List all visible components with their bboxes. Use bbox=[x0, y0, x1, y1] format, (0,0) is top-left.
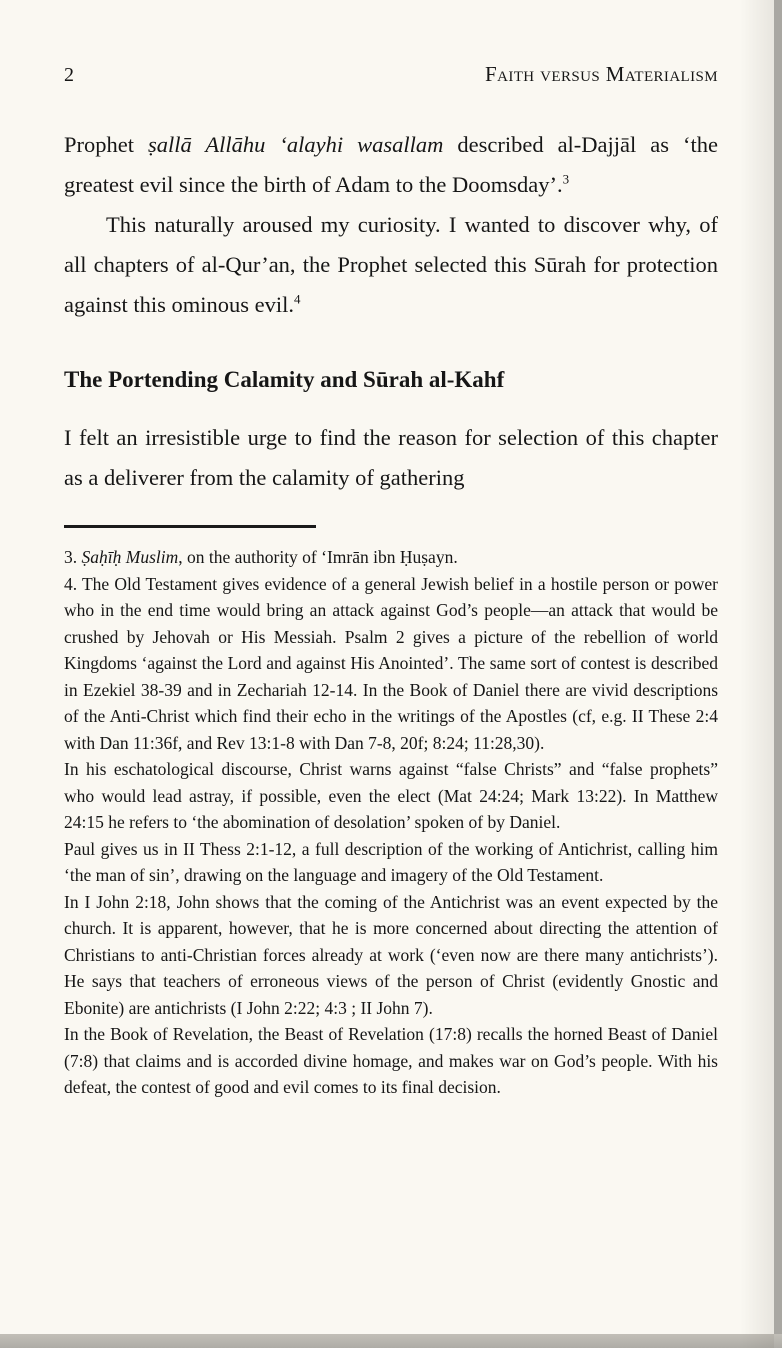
footnote-3-work-title: Ṣaḥīḥ Muslim bbox=[81, 547, 179, 567]
scan-edge-right bbox=[774, 0, 782, 1348]
body-text bbox=[64, 125, 718, 498]
running-header bbox=[64, 62, 718, 87]
footnote-3 bbox=[64, 544, 718, 571]
running-header-title: Faith versus Materialism bbox=[485, 62, 718, 86]
footnote-separator-rule bbox=[64, 525, 316, 528]
page-content bbox=[64, 62, 718, 1101]
section-heading: The Portending Calamity and Sūrah al-Kahf bbox=[64, 367, 505, 392]
paragraph-2 bbox=[64, 205, 718, 325]
footnote-ref-4: 4 bbox=[294, 291, 301, 307]
footnote-3-rest: , on the authority of ‘Imrān ibn Ḥuṣayn. bbox=[178, 547, 458, 567]
footnote-4-paragraph-4: In I John 2:18, John shows that the coming of the Antichrist was an event expected by the church. It is apparent, however, that he is more concerned about directing the attention of Christians to anti-Christian forces already at work (‘even now are there many antichrists’). He says that teachers of erroneous views of the person of Christ (evidently Gnostic and Ebonite) are antichrists (I John 2:22; 4:3 ; II John 7). bbox=[64, 891, 718, 1018]
paragraph-1-prefix: Prophet bbox=[64, 132, 148, 157]
paragraph-2-text: This naturally aroused my curiosity. I wanted to discover why, of all chapters of al-Qur’an, the Prophet selected this Sūrah for protection against this ominous evil. bbox=[64, 212, 718, 317]
scan-edge-bottom bbox=[0, 1334, 782, 1348]
footnotes-block bbox=[64, 544, 718, 1101]
footnote-4-paragraph-3: Paul gives us in II Thess 2:1-12, a full description of the working of Antichrist, calling him ‘the man of sin’, drawing on the language and imagery of the Old Testament. bbox=[64, 838, 718, 885]
footnote-4-paragraph-5: In the Book of Revelation, the Beast of Revelation (17:8) recalls the horned Beast of Daniel (7:8) that claims and is accorded divine homage, and makes war on God’s people. With his defeat, the contest of good and evil comes to its final decision. bbox=[64, 1024, 718, 1097]
footnote-4-paragraph-2: In his eschatological discourse, Christ warns against “false Christs” and “false prophets” who would lead astray, if possible, even the elect (Mat 24:24; Mark 13:22). In Matthew 24:15 he refers to ‘the abomination of desolation’ spoken of by Daniel. bbox=[64, 759, 718, 832]
paragraph-3: I felt an irresistible urge to find the reason for selection of this chapter as a deliverer from the calamity of gathering bbox=[64, 425, 718, 490]
page-number: 2 bbox=[64, 64, 74, 86]
paragraph-1-arabic-phrase: ṣallā Allāhu ‘alayhi wasallam bbox=[148, 132, 444, 157]
paragraph-1 bbox=[64, 125, 718, 205]
footnote-4-paragraph-1: 4. The Old Testament gives evidence of a general Jewish belief in a hostile person or power who in the end time would bring an attack against God’s people—an attack that would be crushed by Jehovah or His Messiah. Psalm 2 gives a picture of the rebellion of world Kingdoms ‘against the Lord and against His Anointed’. The same sort of contest is described in Ezekiel 38-39 and in Zechariah 12-14. In the Book of Daniel there are vivid descriptions of the Anti-Christ which find their echo in the writings of the Apostles (cf, e.g. II These 2:4 with Dan 11:36f, and Rev 13:1-8 with Dan 7-8, 20f; 8:24; 11:28,30). bbox=[64, 573, 718, 753]
paragraph-1-rest: described al-Dajjāl as ‘the greatest evil since the birth of Adam to the Doomsday’. bbox=[64, 132, 718, 197]
footnote-3-number: 3. bbox=[64, 547, 82, 567]
footnote-ref-3: 3 bbox=[562, 171, 570, 187]
